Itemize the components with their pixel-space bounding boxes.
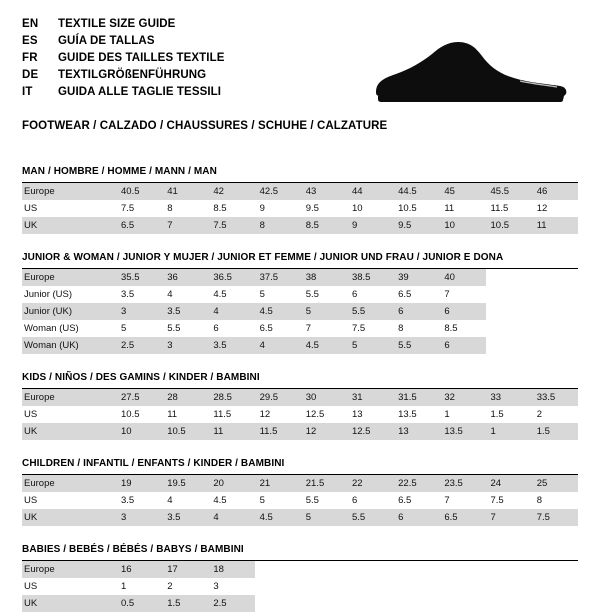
size-group xyxy=(22,372,578,440)
size-cell: 4 xyxy=(255,337,301,354)
size-cell: 3.5 xyxy=(162,303,208,320)
size-cell xyxy=(439,595,485,612)
size-cell xyxy=(486,337,532,354)
size-cell: 38.5 xyxy=(347,269,393,286)
size-group xyxy=(22,458,578,526)
size-cell: 5.5 xyxy=(162,320,208,337)
row-label: US xyxy=(22,406,116,423)
size-cell: 13.5 xyxy=(439,423,485,440)
size-group-title: KIDS / NIÑOS / DES GAMINS / KINDER / BAMBINI xyxy=(22,372,578,389)
size-cell: 6.5 xyxy=(439,509,485,526)
size-cell: 33 xyxy=(486,389,532,406)
size-cell: 6.5 xyxy=(116,217,162,234)
size-cell xyxy=(255,561,301,578)
size-cell: 6 xyxy=(347,286,393,303)
language-code: FR xyxy=(22,52,38,64)
size-cell xyxy=(301,561,347,578)
size-cell: 6 xyxy=(439,303,485,320)
language-code: IT xyxy=(22,86,33,98)
size-cell: 3.5 xyxy=(116,286,162,303)
size-cell: 2.5 xyxy=(116,337,162,354)
size-cell: 10 xyxy=(439,217,485,234)
size-cell: 10 xyxy=(116,423,162,440)
size-cell: 7 xyxy=(439,492,485,509)
size-cell: 19.5 xyxy=(162,475,208,492)
size-cell: 25 xyxy=(532,475,578,492)
size-cell xyxy=(439,561,485,578)
table-row xyxy=(22,217,578,234)
table-row xyxy=(22,578,578,595)
size-cell: 43 xyxy=(301,183,347,200)
size-group xyxy=(22,252,578,354)
size-cell: 35.5 xyxy=(116,269,162,286)
size-cell: 12.5 xyxy=(301,406,347,423)
size-cell: 42 xyxy=(208,183,254,200)
language-row xyxy=(22,16,578,33)
size-cell xyxy=(486,578,532,595)
size-cell xyxy=(532,303,578,320)
size-cell: 4 xyxy=(208,303,254,320)
size-cell: 7 xyxy=(162,217,208,234)
size-cell: 24 xyxy=(486,475,532,492)
size-cell: 7 xyxy=(486,509,532,526)
size-cell: 3.5 xyxy=(162,509,208,526)
language-code: DE xyxy=(22,69,39,81)
table-row xyxy=(22,269,578,286)
table-row xyxy=(22,389,578,406)
size-cell: 33.5 xyxy=(532,389,578,406)
size-cell: 28.5 xyxy=(208,389,254,406)
size-cell: 44 xyxy=(347,183,393,200)
language-title: TEXTILE SIZE GUIDE xyxy=(58,18,176,30)
size-cell: 36.5 xyxy=(208,269,254,286)
size-cell: 4.5 xyxy=(208,492,254,509)
size-cell: 7.5 xyxy=(532,509,578,526)
size-cell: 7 xyxy=(439,286,485,303)
size-cell xyxy=(393,578,439,595)
size-cell: 39 xyxy=(393,269,439,286)
dress-shoe-icon xyxy=(370,34,570,104)
size-cell: 10 xyxy=(347,200,393,217)
size-cell: 10.5 xyxy=(116,406,162,423)
table-row xyxy=(22,492,578,509)
size-cell: 6.5 xyxy=(393,286,439,303)
size-cell: 40.5 xyxy=(116,183,162,200)
size-cell: 3 xyxy=(208,578,254,595)
size-cell: 11 xyxy=(208,423,254,440)
size-cell xyxy=(532,578,578,595)
size-cell: 6 xyxy=(393,509,439,526)
row-label: Europe xyxy=(22,475,116,492)
size-cell xyxy=(532,561,578,578)
size-cell: 10.5 xyxy=(162,423,208,440)
size-cell: 40 xyxy=(439,269,485,286)
size-cell: 29.5 xyxy=(255,389,301,406)
size-cell: 41 xyxy=(162,183,208,200)
size-group xyxy=(22,544,578,612)
row-label: Europe xyxy=(22,561,116,578)
size-cell: 13 xyxy=(347,406,393,423)
size-cell xyxy=(347,561,393,578)
size-cell: 11 xyxy=(162,406,208,423)
size-tables-container xyxy=(22,166,578,612)
size-cell: 21.5 xyxy=(301,475,347,492)
size-cell: 44.5 xyxy=(393,183,439,200)
size-cell: 5.5 xyxy=(347,509,393,526)
size-cell: 6 xyxy=(393,303,439,320)
table-row xyxy=(22,423,578,440)
size-cell: 13.5 xyxy=(393,406,439,423)
size-cell: 4.5 xyxy=(255,303,301,320)
size-cell xyxy=(486,595,532,612)
size-cell xyxy=(532,286,578,303)
size-cell: 5 xyxy=(347,337,393,354)
size-cell xyxy=(486,303,532,320)
size-cell: 20 xyxy=(208,475,254,492)
size-cell: 8.5 xyxy=(208,200,254,217)
language-title: TEXTILGRÖßENFÜHRUNG xyxy=(58,69,207,81)
size-table xyxy=(22,475,578,526)
size-cell: 13 xyxy=(393,423,439,440)
size-cell: 10.5 xyxy=(486,217,532,234)
size-cell: 1 xyxy=(486,423,532,440)
table-row xyxy=(22,406,578,423)
row-label: UK xyxy=(22,595,116,612)
size-cell xyxy=(347,578,393,595)
row-label: US xyxy=(22,200,116,217)
size-cell: 32 xyxy=(439,389,485,406)
size-cell: 3 xyxy=(116,509,162,526)
size-cell: 5 xyxy=(301,303,347,320)
size-cell: 8 xyxy=(532,492,578,509)
size-cell: 42.5 xyxy=(255,183,301,200)
size-cell: 38 xyxy=(301,269,347,286)
row-label: Europe xyxy=(22,389,116,406)
size-cell: 22.5 xyxy=(393,475,439,492)
size-cell: 8.5 xyxy=(439,320,485,337)
size-cell: 17 xyxy=(162,561,208,578)
size-cell xyxy=(532,337,578,354)
language-title: GUIDA ALLE TAGLIE TESSILI xyxy=(58,86,222,98)
size-cell: 12 xyxy=(532,200,578,217)
size-cell xyxy=(532,269,578,286)
size-group-title: MAN / HOMBRE / HOMME / MANN / MAN xyxy=(22,166,578,183)
table-row xyxy=(22,475,578,492)
size-cell: 3.5 xyxy=(208,337,254,354)
size-cell: 6 xyxy=(439,337,485,354)
size-cell: 5.5 xyxy=(393,337,439,354)
row-label: UK xyxy=(22,509,116,526)
size-cell: 11.5 xyxy=(208,406,254,423)
row-label: Junior (UK) xyxy=(22,303,116,320)
size-cell: 9 xyxy=(347,217,393,234)
size-cell: 21 xyxy=(255,475,301,492)
size-cell xyxy=(393,595,439,612)
size-cell: 45.5 xyxy=(486,183,532,200)
language-code: EN xyxy=(22,18,39,30)
size-cell: 9.5 xyxy=(301,200,347,217)
row-label: Europe xyxy=(22,183,116,200)
size-cell xyxy=(255,578,301,595)
size-cell: 37.5 xyxy=(255,269,301,286)
size-cell: 5 xyxy=(255,286,301,303)
size-cell: 6 xyxy=(208,320,254,337)
size-cell: 4.5 xyxy=(301,337,347,354)
size-cell: 36 xyxy=(162,269,208,286)
size-cell: 8 xyxy=(393,320,439,337)
row-label: Europe xyxy=(22,269,116,286)
size-cell: 2 xyxy=(532,406,578,423)
row-label: UK xyxy=(22,423,116,440)
size-cell: 8 xyxy=(255,217,301,234)
row-label: Junior (US) xyxy=(22,286,116,303)
size-group xyxy=(22,166,578,234)
size-cell xyxy=(301,595,347,612)
size-cell xyxy=(439,578,485,595)
size-cell: 23.5 xyxy=(439,475,485,492)
size-cell xyxy=(301,578,347,595)
size-cell: 3 xyxy=(116,303,162,320)
table-row xyxy=(22,320,578,337)
size-table xyxy=(22,269,578,354)
size-cell: 5 xyxy=(255,492,301,509)
row-label: Woman (US) xyxy=(22,320,116,337)
table-row xyxy=(22,509,578,526)
size-cell: 1 xyxy=(116,578,162,595)
size-cell: 22 xyxy=(347,475,393,492)
size-cell: 4 xyxy=(208,509,254,526)
size-cell: 2 xyxy=(162,578,208,595)
size-cell xyxy=(486,320,532,337)
table-row xyxy=(22,337,578,354)
size-cell: 8.5 xyxy=(301,217,347,234)
size-cell: 7.5 xyxy=(486,492,532,509)
size-cell: 5.5 xyxy=(301,492,347,509)
language-title: GUIDE DES TAILLES TEXTILE xyxy=(58,52,225,64)
size-cell xyxy=(486,561,532,578)
size-cell: 11.5 xyxy=(255,423,301,440)
size-cell: 12 xyxy=(301,423,347,440)
size-cell: 4.5 xyxy=(208,286,254,303)
size-group-title: BABIES / BEBÉS / BÉBÉS / BABYS / BAMBINI xyxy=(22,544,578,561)
row-label: UK xyxy=(22,217,116,234)
size-cell: 31.5 xyxy=(393,389,439,406)
size-cell: 46 xyxy=(532,183,578,200)
table-row xyxy=(22,286,578,303)
size-cell: 7.5 xyxy=(347,320,393,337)
size-group-title: JUNIOR & WOMAN / JUNIOR Y MUJER / JUNIOR ET FEMME / JUNIOR UND FRAU / JUNIOR E DONA xyxy=(22,252,578,269)
size-cell: 5 xyxy=(116,320,162,337)
row-label: US xyxy=(22,578,116,595)
size-cell: 19 xyxy=(116,475,162,492)
language-title: GUÍA DE TALLAS xyxy=(58,35,155,47)
size-table xyxy=(22,389,578,440)
size-cell: 16 xyxy=(116,561,162,578)
size-cell: 6 xyxy=(347,492,393,509)
size-cell xyxy=(347,595,393,612)
page-title: FOOTWEAR / CALZADO / CHAUSSURES / SCHUHE / CALZATURE xyxy=(22,120,388,132)
table-row xyxy=(22,561,578,578)
size-cell: 4 xyxy=(162,492,208,509)
size-cell: 30 xyxy=(301,389,347,406)
size-cell: 6.5 xyxy=(393,492,439,509)
size-cell: 2.5 xyxy=(208,595,254,612)
size-cell xyxy=(486,286,532,303)
size-cell: 27.5 xyxy=(116,389,162,406)
size-cell: 1.5 xyxy=(162,595,208,612)
header xyxy=(22,16,578,108)
table-row xyxy=(22,200,578,217)
size-cell xyxy=(532,595,578,612)
table-row xyxy=(22,303,578,320)
size-cell: 0.5 xyxy=(116,595,162,612)
size-cell: 7.5 xyxy=(116,200,162,217)
size-cell xyxy=(255,595,301,612)
size-cell: 8 xyxy=(162,200,208,217)
size-cell xyxy=(532,320,578,337)
row-label: US xyxy=(22,492,116,509)
size-cell: 31 xyxy=(347,389,393,406)
table-row xyxy=(22,183,578,200)
size-cell: 9.5 xyxy=(393,217,439,234)
size-cell: 45 xyxy=(439,183,485,200)
size-cell: 9 xyxy=(255,200,301,217)
size-cell: 6.5 xyxy=(255,320,301,337)
size-cell: 1.5 xyxy=(486,406,532,423)
size-cell: 28 xyxy=(162,389,208,406)
size-cell: 18 xyxy=(208,561,254,578)
size-cell xyxy=(393,561,439,578)
size-cell: 10.5 xyxy=(393,200,439,217)
size-group-title: CHILDREN / INFANTIL / ENFANTS / KINDER / BAMBINI xyxy=(22,458,578,475)
size-cell: 1.5 xyxy=(532,423,578,440)
size-cell: 11.5 xyxy=(486,200,532,217)
size-cell: 5.5 xyxy=(347,303,393,320)
language-code: ES xyxy=(22,35,38,47)
size-table xyxy=(22,183,578,234)
size-cell: 12.5 xyxy=(347,423,393,440)
row-label: Woman (UK) xyxy=(22,337,116,354)
size-cell: 3 xyxy=(162,337,208,354)
size-cell: 3.5 xyxy=(116,492,162,509)
size-cell: 5.5 xyxy=(301,286,347,303)
size-cell: 11 xyxy=(532,217,578,234)
size-cell: 12 xyxy=(255,406,301,423)
size-cell: 7 xyxy=(301,320,347,337)
size-cell: 7.5 xyxy=(208,217,254,234)
size-cell: 11 xyxy=(439,200,485,217)
size-cell: 4 xyxy=(162,286,208,303)
size-cell: 5 xyxy=(301,509,347,526)
size-table xyxy=(22,561,578,612)
table-row xyxy=(22,595,578,612)
size-cell: 1 xyxy=(439,406,485,423)
size-cell xyxy=(486,269,532,286)
size-cell: 4.5 xyxy=(255,509,301,526)
